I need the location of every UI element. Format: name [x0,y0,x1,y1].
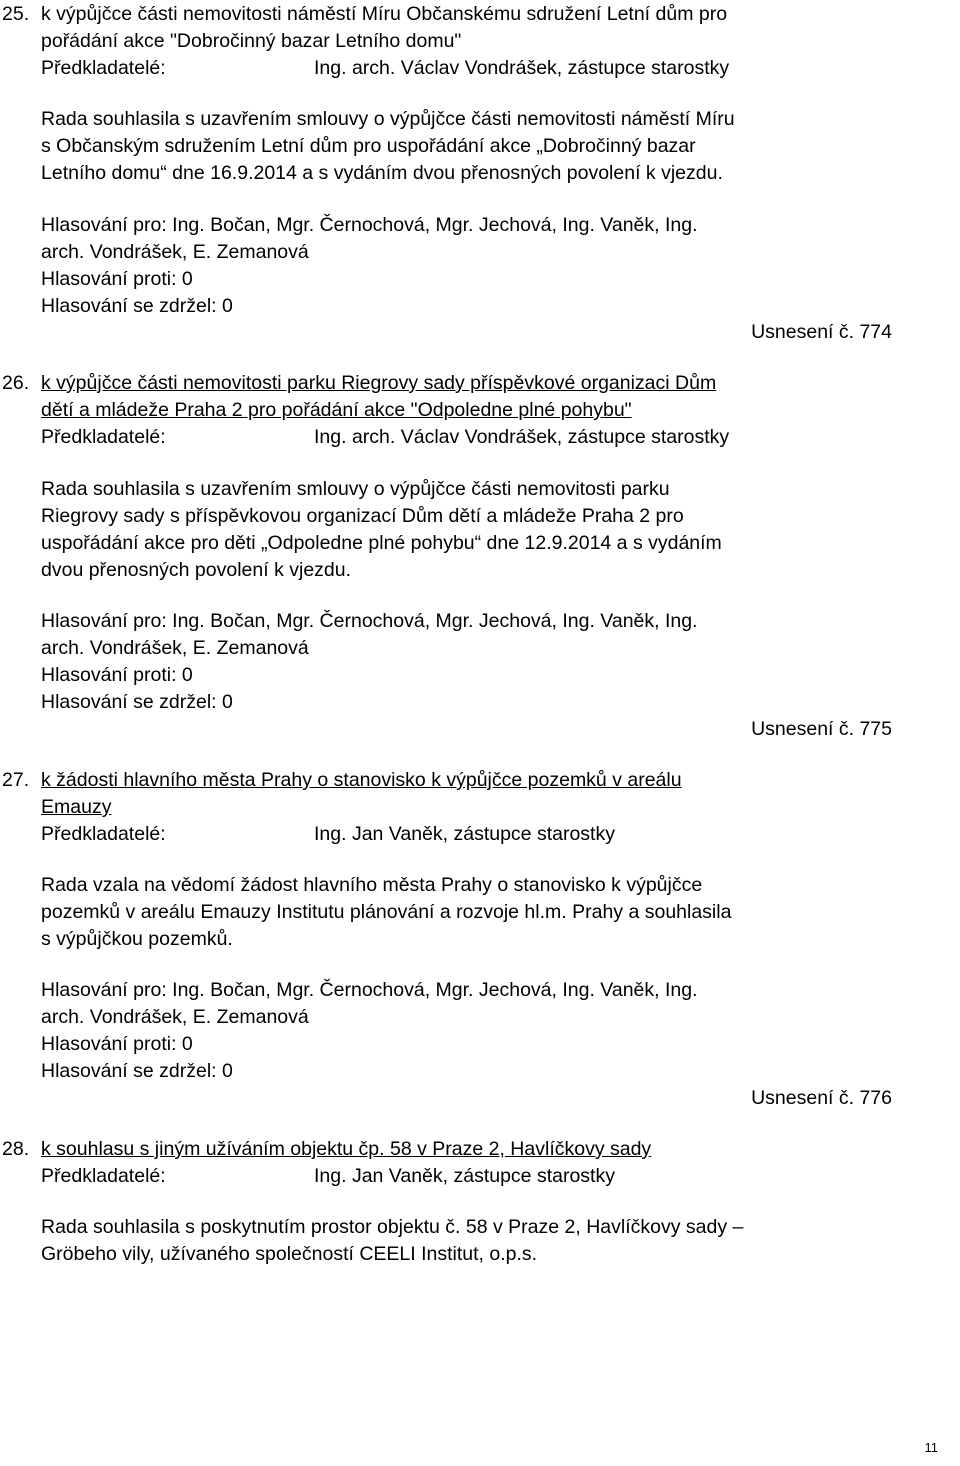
item-number: 28. [2,1138,30,1160]
resolution-number: Usnesení č. 774 [751,321,892,343]
item-title-line: pořádání akce "Dobročinný bazar Letního domu" [41,30,462,52]
resolution-number: Usnesení č. 776 [751,1087,892,1109]
resolution-text-line: dvou přenosných povolení k vjezdu. [41,559,352,581]
item-title-text: dětí a mládeže Praha 2 pro pořádání akce "Odpoledne plné pohybu" [41,399,632,421]
predkladatele-label: Předkladatelé: [41,426,166,448]
resolution-number: Usnesení č. 775 [751,718,892,740]
vote-line: Hlasování se zdržel: 0 [41,1060,233,1082]
item-title-text: k výpůjčce části nemovitosti parku Riegrovy sady příspěvkové organizaci Dům [41,372,717,394]
predkladatele-label: Předkladatelé: [41,1165,166,1187]
item-title-line: k výpůjčce části nemovitosti náměstí Míru Občanskému sdružení Letní dům pro [41,3,728,25]
resolution-text-line: Rada souhlasila s uzavřením smlouvy o výpůjčce části nemovitosti náměstí Míru [41,108,735,130]
item-title-line [41,397,632,424]
vote-line: Hlasování pro: Ing. Bočan, Mgr. Černochová, Mgr. Jechová, Ing. Vaněk, Ing. [41,214,698,236]
resolution-text-line: Riegrovy sady s příspěvkovou organizací Dům dětí a mládeže Praha 2 pro [41,505,684,527]
item-number: 27. [2,769,30,791]
predkladatele-value: Ing. arch. Václav Vondrášek, zástupce starostky [314,57,730,79]
resolution-text-line: Rada vzala na vědomí žádost hlavního města Prahy o stanovisko k výpůjčce [41,874,703,896]
item-title-line [41,767,682,794]
predkladatele-value: Ing. Jan Vaněk, zástupce starostky [314,823,615,845]
vote-line: arch. Vondrášek, E. Zemanová [41,241,309,263]
resolution-text-line: s Občanským sdružením Letní dům pro uspořádání akce „Dobročinný bazar [41,135,696,157]
item-title-text: k souhlasu s jiným užíváním objektu čp. 58 v Praze 2, Havlíčkovy sady [41,1138,652,1160]
resolution-text-line: Rada souhlasila s poskytnutím prostor objektu č. 58 v Praze 2, Havlíčkovy sady – [41,1216,744,1238]
predkladatele-value: Ing. arch. Václav Vondrášek, zástupce starostky [314,426,730,448]
item-number: 26. [2,372,30,394]
vote-line: Hlasování proti: 0 [41,268,193,290]
predkladatele-value: Ing. Jan Vaněk, zástupce starostky [314,1165,615,1187]
resolution-text-line: pozemků v areálu Emauzy Institutu plánování a rozvoje hl.m. Prahy a souhlasila [41,901,732,923]
resolution-text-line: Letního domu“ dne 16.9.2014 a s vydáním dvou přenosných povolení k vjezdu. [41,162,723,184]
item-title-text: k žádosti hlavního města Prahy o stanovisko k výpůjčce pozemků v areálu [41,769,682,791]
vote-line: Hlasování se zdržel: 0 [41,691,233,713]
item-title-line [41,370,716,397]
item-title-line [41,1136,651,1163]
resolution-text-line: s výpůjčkou pozemků. [41,928,233,950]
vote-line: arch. Vondrášek, E. Zemanová [41,1006,309,1028]
resolution-text-line: Gröbeho vily, užívaného společností CEELI Institut, o.p.s. [41,1243,538,1265]
item-title-line [41,794,111,821]
item-number: 25. [2,3,30,25]
vote-line: Hlasování se zdržel: 0 [41,295,233,317]
resolution-text-line: uspořádání akce pro děti „Odpoledne plné pohybu“ dne 12.9.2014 a s vydáním [41,532,722,554]
vote-line: Hlasování proti: 0 [41,664,193,686]
resolution-text-line: Rada souhlasila s uzavřením smlouvy o výpůjčce části nemovitosti parku [41,478,670,500]
item-title-text: Emauzy [41,796,112,818]
predkladatele-label: Předkladatelé: [41,823,166,845]
page-number: 11 [924,1440,938,1455]
predkladatele-label: Předkladatelé: [41,57,166,79]
vote-line: Hlasování pro: Ing. Bočan, Mgr. Černochová, Mgr. Jechová, Ing. Vaněk, Ing. [41,979,698,1001]
vote-line: Hlasování pro: Ing. Bočan, Mgr. Černochová, Mgr. Jechová, Ing. Vaněk, Ing. [41,610,698,632]
vote-line: arch. Vondrášek, E. Zemanová [41,637,309,659]
vote-line: Hlasování proti: 0 [41,1033,193,1055]
